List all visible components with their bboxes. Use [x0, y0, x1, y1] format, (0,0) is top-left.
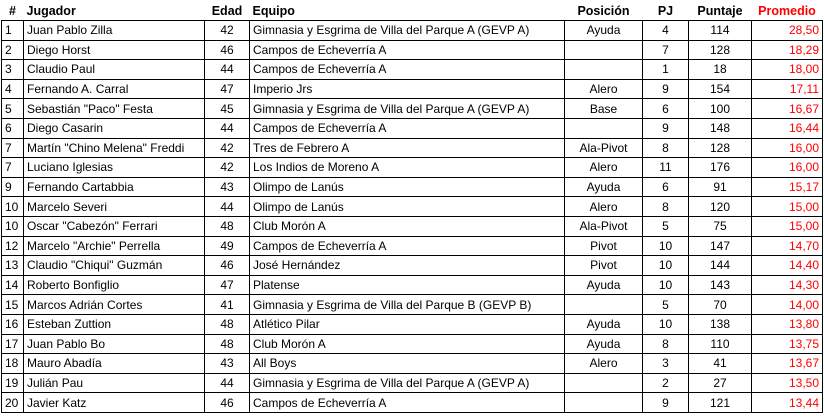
- cell-equipo: José Hernández: [250, 256, 565, 276]
- cell-jugador: Marcos Adrián Cortes: [24, 295, 205, 315]
- cell-promedio: 14,30: [752, 275, 823, 295]
- cell-promedio: 14,40: [752, 256, 823, 276]
- cell-posicion: Base: [565, 99, 643, 119]
- table-row: [2, 256, 823, 276]
- cell-pj: 2: [643, 373, 689, 393]
- cell-jugador: Claudio "Chiqui" Guzmán: [24, 256, 205, 276]
- cell-puntaje: 121: [689, 393, 752, 413]
- cell-promedio: 15,00: [752, 216, 823, 236]
- cell-promedio: 17,11: [752, 79, 823, 99]
- cell-promedio: 16,00: [752, 158, 823, 178]
- cell-equipo: Campos de Echeverría A: [250, 40, 565, 60]
- cell-jugador: Luciano Iglesias: [24, 158, 205, 178]
- cell-num: 16: [2, 314, 24, 334]
- cell-pj: 5: [643, 295, 689, 315]
- cell-puntaje: 128: [689, 138, 752, 158]
- ranking-table: [1, 1, 823, 413]
- cell-num: 12: [2, 236, 24, 256]
- table-row: [2, 236, 823, 256]
- cell-equipo: Campos de Echeverría A: [250, 393, 565, 413]
- header-puntaje: Puntaje: [689, 1, 752, 21]
- table-row: [2, 314, 823, 334]
- cell-promedio: 13,67: [752, 354, 823, 374]
- cell-jugador: Mauro Abadía: [24, 354, 205, 374]
- table-row: [2, 216, 823, 236]
- table-row: [2, 295, 823, 315]
- cell-jugador: Diego Horst: [24, 40, 205, 60]
- cell-edad: 41: [205, 295, 250, 315]
- cell-promedio: 14,70: [752, 236, 823, 256]
- cell-num: 1: [2, 21, 24, 41]
- cell-puntaje: 144: [689, 256, 752, 276]
- cell-jugador: Fernando A. Carral: [24, 79, 205, 99]
- cell-pj: 5: [643, 216, 689, 236]
- cell-pj: 10: [643, 236, 689, 256]
- cell-posicion: Pivot: [565, 256, 643, 276]
- cell-posicion: [565, 373, 643, 393]
- table-row: [2, 79, 823, 99]
- cell-posicion: [565, 60, 643, 80]
- cell-promedio: 13,44: [752, 393, 823, 413]
- table-row: [2, 40, 823, 60]
- header-num: #: [2, 1, 24, 21]
- cell-num: 10: [2, 216, 24, 236]
- cell-promedio: 18,29: [752, 40, 823, 60]
- cell-edad: 49: [205, 236, 250, 256]
- cell-edad: 45: [205, 99, 250, 119]
- cell-jugador: Oscar "Cabezón" Ferrari: [24, 216, 205, 236]
- cell-equipo: Gimnasia y Esgrima de Villa del Parque A (GEVP A): [250, 99, 565, 119]
- cell-num: 4: [2, 79, 24, 99]
- cell-pj: 7: [643, 40, 689, 60]
- cell-jugador: Marcelo Severi: [24, 197, 205, 217]
- header-pj: PJ: [643, 1, 689, 21]
- header-jugador: Jugador: [24, 1, 205, 21]
- header-equipo: Equipo: [250, 1, 565, 21]
- cell-jugador: Claudio Paul: [24, 60, 205, 80]
- cell-num: 3: [2, 60, 24, 80]
- cell-edad: 48: [205, 314, 250, 334]
- cell-pj: 10: [643, 275, 689, 295]
- table-row: [2, 373, 823, 393]
- header-posicion: Posición: [565, 1, 643, 21]
- cell-puntaje: 148: [689, 118, 752, 138]
- cell-equipo: Campos de Echeverría A: [250, 236, 565, 256]
- cell-num: 20: [2, 393, 24, 413]
- cell-posicion: Alero: [565, 158, 643, 178]
- cell-puntaje: 147: [689, 236, 752, 256]
- cell-edad: 44: [205, 373, 250, 393]
- cell-edad: 44: [205, 197, 250, 217]
- cell-jugador: Javier Katz: [24, 393, 205, 413]
- cell-promedio: 28,50: [752, 21, 823, 41]
- cell-edad: 42: [205, 138, 250, 158]
- table-row: [2, 275, 823, 295]
- cell-num: 13: [2, 256, 24, 276]
- cell-promedio: 15,00: [752, 197, 823, 217]
- cell-posicion: Alero: [565, 79, 643, 99]
- cell-pj: 10: [643, 314, 689, 334]
- cell-equipo: All Boys: [250, 354, 565, 374]
- cell-posicion: Ayuda: [565, 334, 643, 354]
- cell-puntaje: 176: [689, 158, 752, 178]
- cell-puntaje: 110: [689, 334, 752, 354]
- cell-promedio: 13,50: [752, 373, 823, 393]
- cell-pj: 6: [643, 99, 689, 119]
- cell-puntaje: 120: [689, 197, 752, 217]
- cell-edad: 46: [205, 40, 250, 60]
- cell-num: 2: [2, 40, 24, 60]
- cell-num: 15: [2, 295, 24, 315]
- cell-edad: 44: [205, 60, 250, 80]
- cell-posicion: [565, 40, 643, 60]
- cell-equipo: Club Morón A: [250, 334, 565, 354]
- cell-puntaje: 154: [689, 79, 752, 99]
- cell-equipo: Club Morón A: [250, 216, 565, 236]
- table-body: [2, 21, 823, 413]
- cell-pj: 8: [643, 197, 689, 217]
- cell-equipo: Imperio Jrs: [250, 79, 565, 99]
- cell-puntaje: 128: [689, 40, 752, 60]
- cell-posicion: [565, 393, 643, 413]
- cell-num: 6: [2, 118, 24, 138]
- cell-promedio: 16,00: [752, 138, 823, 158]
- cell-puntaje: 75: [689, 216, 752, 236]
- cell-num: 5: [2, 99, 24, 119]
- cell-edad: 47: [205, 79, 250, 99]
- cell-pj: 9: [643, 79, 689, 99]
- cell-equipo: Olimpo de Lanús: [250, 197, 565, 217]
- cell-equipo: Tres de Febrero A: [250, 138, 565, 158]
- cell-jugador: Esteban Zuttion: [24, 314, 205, 334]
- cell-edad: 44: [205, 118, 250, 138]
- cell-promedio: 13,80: [752, 314, 823, 334]
- cell-promedio: 16,44: [752, 118, 823, 138]
- cell-posicion: Ayuda: [565, 177, 643, 197]
- table-row: [2, 158, 823, 178]
- cell-posicion: Alero: [565, 197, 643, 217]
- cell-edad: 46: [205, 393, 250, 413]
- cell-num: 14: [2, 275, 24, 295]
- cell-pj: 8: [643, 334, 689, 354]
- cell-posicion: Ayuda: [565, 314, 643, 334]
- cell-edad: 46: [205, 256, 250, 276]
- cell-equipo: Campos de Echeverría A: [250, 60, 565, 80]
- cell-pj: 11: [643, 158, 689, 178]
- cell-edad: 48: [205, 216, 250, 236]
- cell-jugador: Roberto Bonfiglio: [24, 275, 205, 295]
- cell-posicion: Pivot: [565, 236, 643, 256]
- cell-jugador: Fernando Cartabbia: [24, 177, 205, 197]
- cell-equipo: Gimnasia y Esgrima de Villa del Parque B (GEVP B): [250, 295, 565, 315]
- table-row: [2, 177, 823, 197]
- cell-pj: 1: [643, 60, 689, 80]
- cell-puntaje: 70: [689, 295, 752, 315]
- cell-posicion: Ala-Pivot: [565, 138, 643, 158]
- cell-num: 17: [2, 334, 24, 354]
- cell-posicion: Alero: [565, 354, 643, 374]
- cell-edad: 48: [205, 334, 250, 354]
- cell-pj: 6: [643, 177, 689, 197]
- table-row: [2, 354, 823, 374]
- cell-equipo: Gimnasia y Esgrima de Villa del Parque A (GEVP A): [250, 373, 565, 393]
- cell-posicion: [565, 295, 643, 315]
- cell-promedio: 14,00: [752, 295, 823, 315]
- cell-num: 19: [2, 373, 24, 393]
- table-row: [2, 99, 823, 119]
- cell-jugador: Julián Pau: [24, 373, 205, 393]
- cell-equipo: Gimnasia y Esgrima de Villa del Parque A (GEVP A): [250, 21, 565, 41]
- cell-posicion: Ala-Pivot: [565, 216, 643, 236]
- cell-num: 7: [2, 138, 24, 158]
- cell-puntaje: 41: [689, 354, 752, 374]
- table-row: [2, 197, 823, 217]
- cell-num: 9: [2, 177, 24, 197]
- cell-jugador: Martín "Chino Melena" Freddi: [24, 138, 205, 158]
- cell-puntaje: 138: [689, 314, 752, 334]
- cell-pj: 8: [643, 138, 689, 158]
- table-row: [2, 21, 823, 41]
- cell-edad: 43: [205, 354, 250, 374]
- cell-edad: 42: [205, 158, 250, 178]
- cell-posicion: [565, 118, 643, 138]
- cell-jugador: Diego Casarin: [24, 118, 205, 138]
- cell-edad: 43: [205, 177, 250, 197]
- cell-edad: 47: [205, 275, 250, 295]
- header-promedio: Promedio: [752, 1, 823, 21]
- cell-equipo: Atlético Pilar: [250, 314, 565, 334]
- table-row: [2, 393, 823, 413]
- cell-promedio: 13,75: [752, 334, 823, 354]
- cell-pj: 4: [643, 21, 689, 41]
- cell-num: 18: [2, 354, 24, 374]
- cell-num: 7: [2, 158, 24, 178]
- table-row: [2, 334, 823, 354]
- header-edad: Edad: [205, 1, 250, 21]
- cell-equipo: Olimpo de Lanús: [250, 177, 565, 197]
- table-row: [2, 60, 823, 80]
- table-row: [2, 118, 823, 138]
- cell-promedio: 15,17: [752, 177, 823, 197]
- cell-jugador: Sebastián "Paco" Festa: [24, 99, 205, 119]
- cell-equipo: Los Indios de Moreno A: [250, 158, 565, 178]
- cell-pj: 3: [643, 354, 689, 374]
- cell-promedio: 18,00: [752, 60, 823, 80]
- cell-pj: 9: [643, 393, 689, 413]
- cell-posicion: Ayuda: [565, 275, 643, 295]
- cell-num: 10: [2, 197, 24, 217]
- cell-jugador: Juan Pablo Zilla: [24, 21, 205, 41]
- cell-pj: 9: [643, 118, 689, 138]
- cell-posicion: Ayuda: [565, 21, 643, 41]
- cell-puntaje: 91: [689, 177, 752, 197]
- table-header: [2, 1, 823, 21]
- cell-jugador: Juan Pablo Bo: [24, 334, 205, 354]
- table-row: [2, 138, 823, 158]
- cell-puntaje: 27: [689, 373, 752, 393]
- cell-equipo: Platense: [250, 275, 565, 295]
- cell-puntaje: 18: [689, 60, 752, 80]
- cell-puntaje: 100: [689, 99, 752, 119]
- cell-puntaje: 114: [689, 21, 752, 41]
- cell-puntaje: 143: [689, 275, 752, 295]
- cell-promedio: 16,67: [752, 99, 823, 119]
- cell-edad: 42: [205, 21, 250, 41]
- cell-equipo: Campos de Echeverría A: [250, 118, 565, 138]
- cell-pj: 10: [643, 256, 689, 276]
- cell-jugador: Marcelo "Archie" Perrella: [24, 236, 205, 256]
